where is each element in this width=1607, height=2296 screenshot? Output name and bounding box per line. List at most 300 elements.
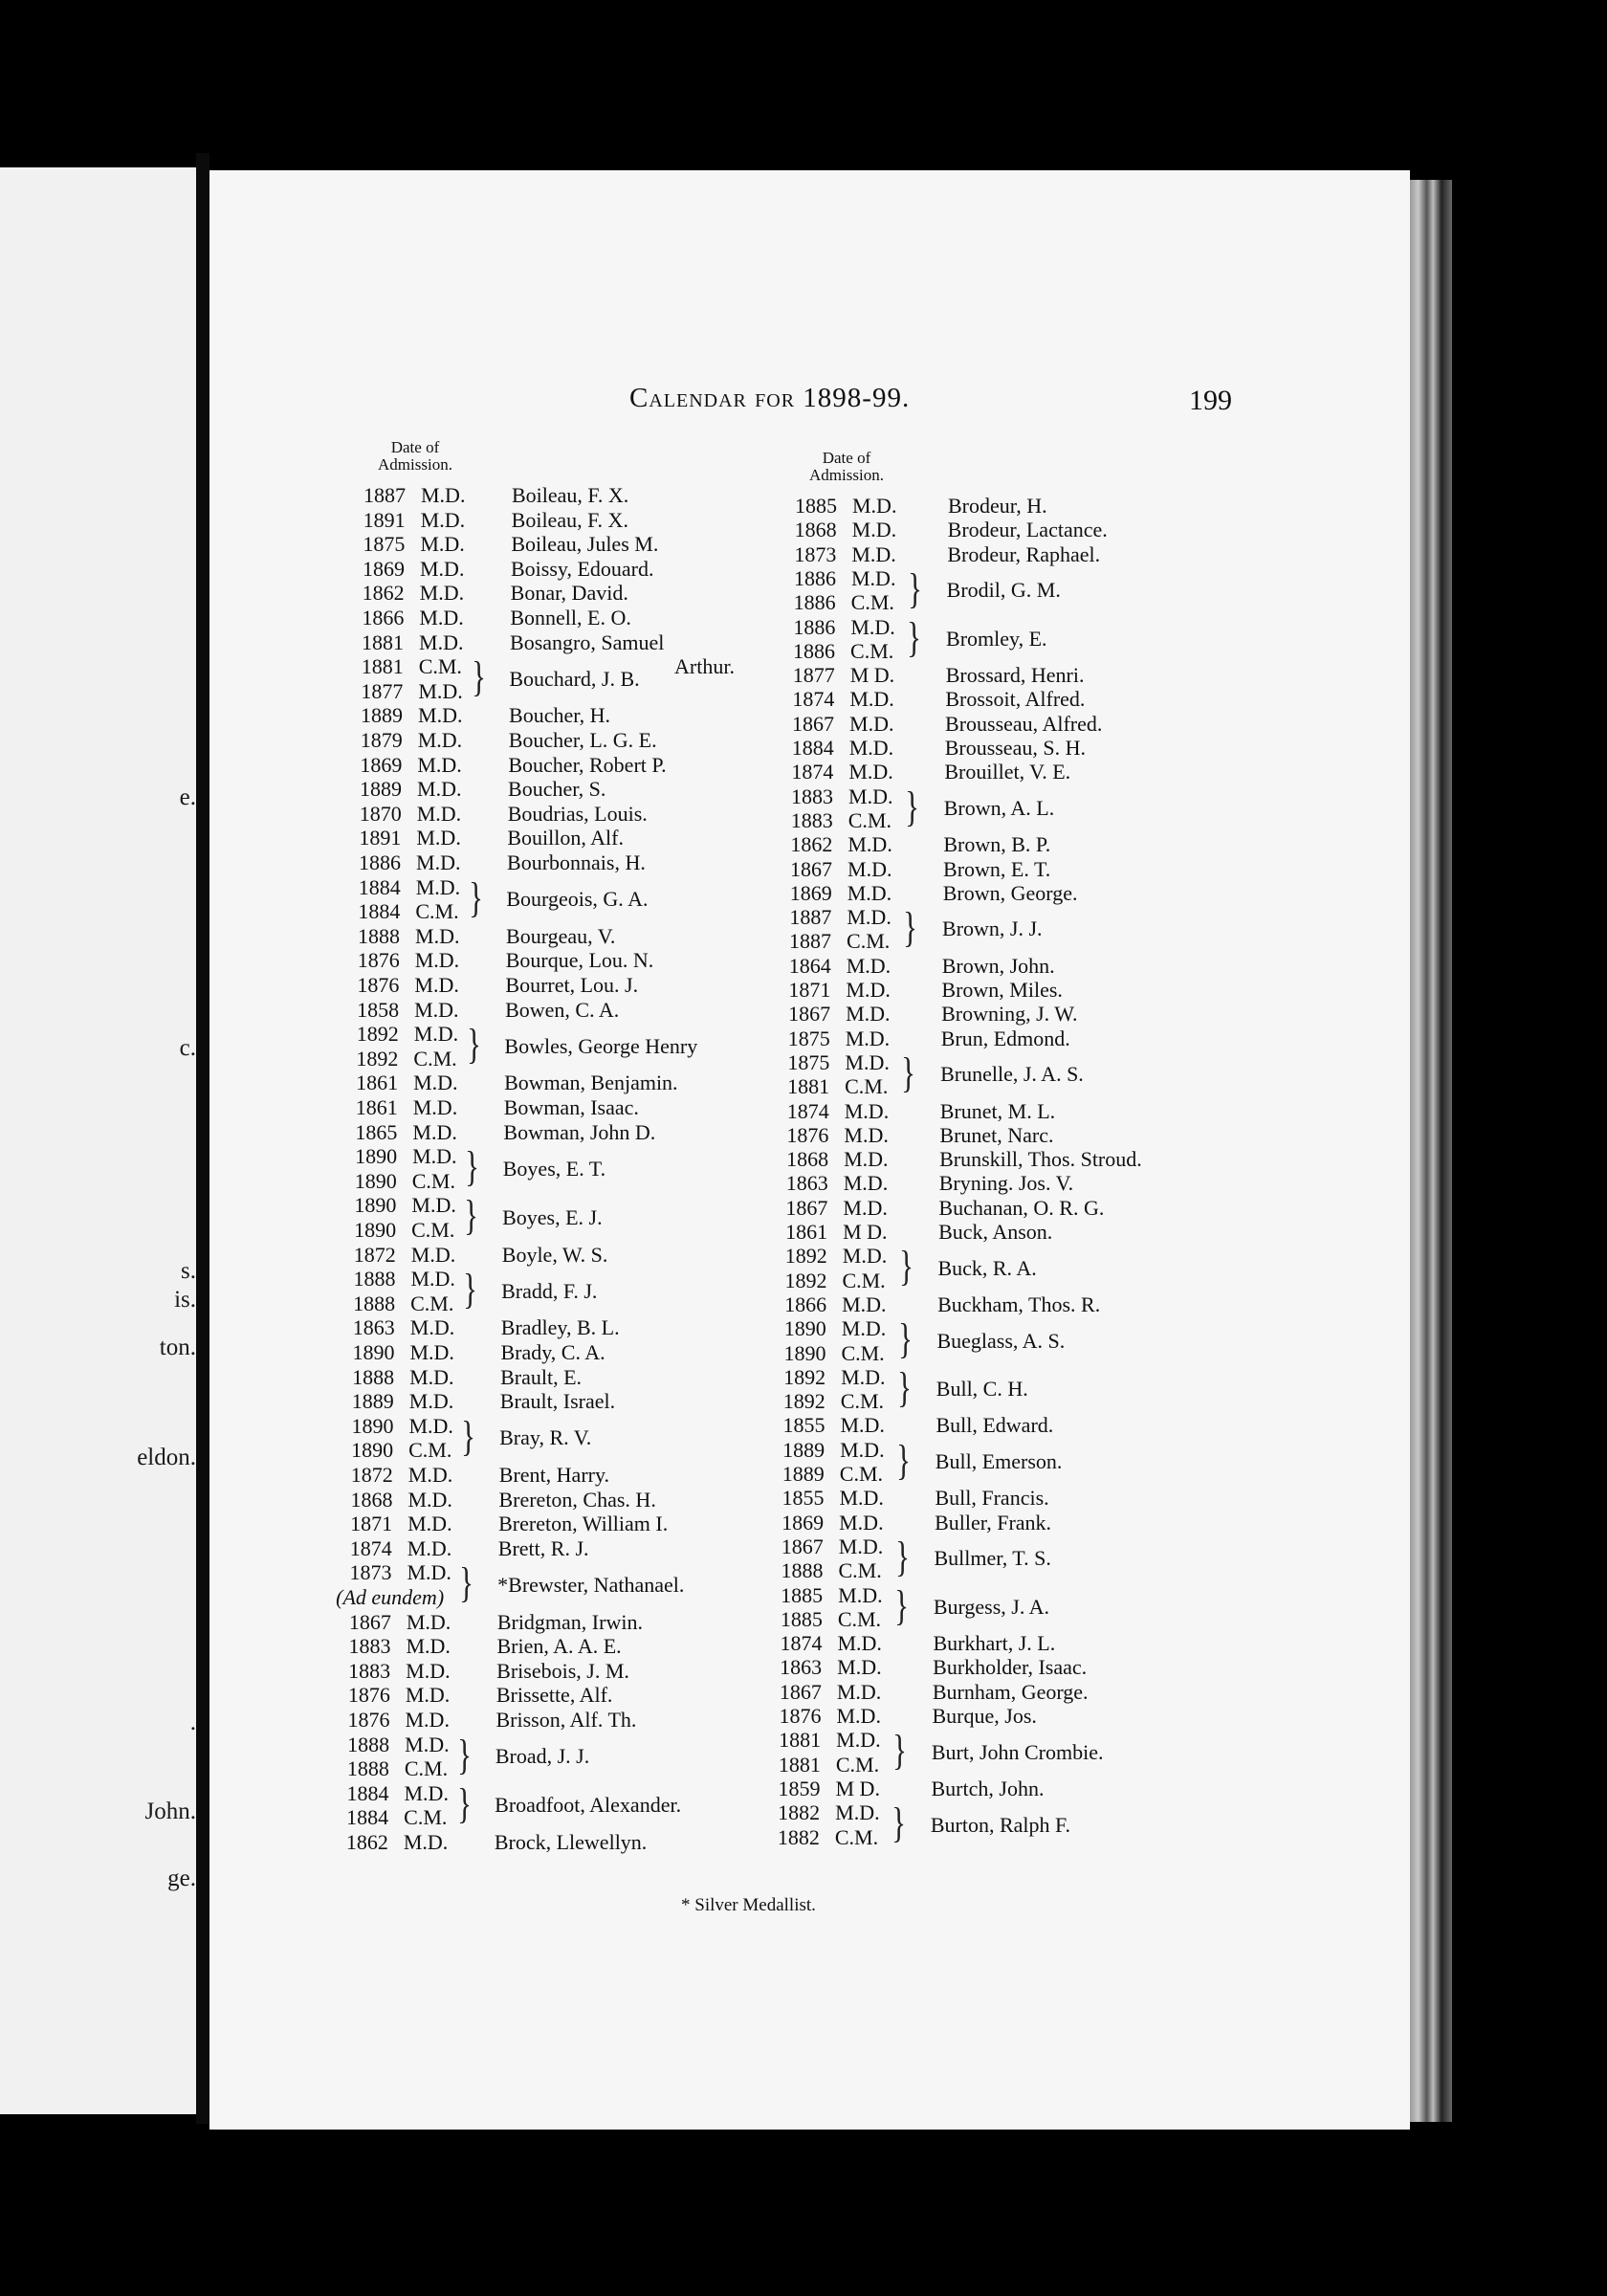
register-entry bbox=[788, 1027, 1400, 1051]
graduate-name: Boucher, L. G. E. bbox=[508, 728, 657, 752]
register-entry bbox=[791, 784, 1403, 809]
degree: M.D. bbox=[413, 1022, 459, 1047]
admission-year: 1890 bbox=[354, 1168, 397, 1193]
graduate-name: Bourque, Lou. N. bbox=[505, 948, 654, 973]
graduate-name: Buller, Frank. bbox=[935, 1510, 1052, 1534]
graduate-name: Brien, A. A. E. bbox=[496, 1634, 622, 1659]
graduate-name: Brent, Harry. bbox=[498, 1463, 610, 1487]
degree: M.D. bbox=[409, 1364, 454, 1389]
brace: } bbox=[464, 1192, 479, 1240]
graduate-name: Boucher, H. bbox=[509, 703, 611, 728]
admission-year: 1886 bbox=[794, 565, 836, 590]
admission-year: 1861 bbox=[356, 1071, 399, 1095]
register-entry bbox=[786, 1171, 1398, 1196]
admission-year: 1863 bbox=[780, 1655, 823, 1680]
degree: C.M. bbox=[842, 1268, 886, 1292]
admission-year: 1881 bbox=[361, 654, 404, 679]
register-entry bbox=[781, 1534, 1394, 1559]
degree: M.D. bbox=[839, 1486, 884, 1511]
degree: C.M. bbox=[841, 1340, 885, 1365]
admission-year: 1888 bbox=[346, 1756, 389, 1781]
graduate-name: Brady, C. A. bbox=[500, 1340, 605, 1364]
admission-year: 1890 bbox=[351, 1413, 394, 1438]
admission-year: 1884 bbox=[346, 1805, 389, 1830]
graduate-name: Brault, Israel. bbox=[499, 1389, 616, 1414]
graduate-name: Brown, George. bbox=[942, 880, 1078, 905]
graduate-name: Bonar, David. bbox=[510, 581, 628, 606]
page-number: 199 bbox=[1189, 385, 1232, 416]
degree: C.M. bbox=[850, 590, 894, 615]
admission-year: 1884 bbox=[358, 874, 401, 899]
admission-year: 1865 bbox=[355, 1119, 398, 1144]
brace: } bbox=[907, 613, 922, 661]
graduate-name: Buck, R. A. bbox=[937, 1255, 1037, 1280]
graduate-name: Broad, J. J. bbox=[495, 1744, 590, 1769]
degree: M.D. bbox=[405, 1683, 451, 1708]
register-entry bbox=[791, 760, 1403, 784]
degree: M.D. bbox=[407, 1487, 452, 1512]
admission-year: 1885 bbox=[780, 1606, 823, 1631]
degree: M.D. bbox=[420, 507, 466, 532]
brace: } bbox=[892, 1799, 907, 1847]
brace: } bbox=[465, 1143, 480, 1191]
graduate-name: Burkhart, J. L. bbox=[933, 1631, 1056, 1656]
register-entry bbox=[787, 1050, 1399, 1075]
graduate-name: Bromley, E. bbox=[946, 626, 1047, 651]
degree: M.D. bbox=[850, 614, 895, 639]
admission-year: 1861 bbox=[785, 1220, 828, 1244]
register-entry bbox=[779, 1777, 1391, 1801]
degree: M.D. bbox=[836, 1704, 881, 1728]
graduate-name: Burgess, J. A. bbox=[933, 1594, 1050, 1619]
graduate-name: Boileau, F. X. bbox=[512, 483, 629, 507]
degree: M.D. bbox=[408, 1413, 453, 1438]
brace: } bbox=[898, 1243, 914, 1291]
graduate-name: Boucher, Robert P. bbox=[508, 752, 667, 777]
admission-year: 1862 bbox=[362, 581, 405, 606]
degree: M.D. bbox=[414, 973, 459, 997]
admission-year: 1876 bbox=[347, 1683, 390, 1708]
degree: M.D. bbox=[419, 629, 464, 654]
admission-year: 1855 bbox=[781, 1486, 825, 1511]
register-entry bbox=[790, 832, 1402, 857]
admission-year: 1884 bbox=[358, 899, 401, 924]
register-entry bbox=[788, 1002, 1400, 1027]
graduate-name: *Brewster, Nathanael. bbox=[497, 1573, 685, 1597]
degree: C.M. bbox=[840, 1389, 885, 1414]
admission-year: 1874 bbox=[349, 1535, 392, 1560]
admission-year: 1890 bbox=[783, 1316, 826, 1341]
graduate-name: Boissy, Edouard. bbox=[511, 556, 654, 581]
degree: M.D. bbox=[844, 1122, 889, 1147]
graduate-name: Bourbonnais, H. bbox=[507, 850, 646, 874]
graduate-name: Brunet, Narc. bbox=[939, 1122, 1054, 1147]
graduate-name: Burque, Jos. bbox=[932, 1704, 1037, 1728]
degree: M.D. bbox=[845, 1049, 890, 1074]
admission-year: 1862 bbox=[790, 832, 833, 857]
admission-year: 1889 bbox=[782, 1437, 826, 1462]
admission-year: 1859 bbox=[778, 1776, 821, 1800]
degree: M.D. bbox=[419, 581, 465, 606]
degree: M.D. bbox=[848, 736, 894, 760]
register-entry bbox=[782, 1377, 1396, 1414]
graduate-name: Bourgeau, V. bbox=[506, 923, 616, 948]
admission-year: 1886 bbox=[359, 850, 402, 874]
prev-page-fragment: eldon. bbox=[137, 1445, 196, 1470]
degree: M.D. bbox=[407, 1463, 453, 1487]
prev-page-fragment: e. bbox=[179, 784, 196, 810]
degree: M.D. bbox=[847, 880, 892, 905]
admission-year: 1875 bbox=[363, 532, 406, 557]
degree: C.M. bbox=[839, 1462, 884, 1486]
graduate-name: Brett, R. J. bbox=[497, 1535, 589, 1560]
admission-year: 1882 bbox=[778, 1800, 821, 1825]
admission-year: 1876 bbox=[347, 1708, 390, 1732]
admission-year: 1874 bbox=[792, 687, 835, 712]
admission-year: 1871 bbox=[788, 978, 831, 1002]
degree: M.D. bbox=[851, 518, 897, 542]
register-entry bbox=[781, 1486, 1394, 1511]
register-entry bbox=[793, 663, 1405, 688]
graduate-name: Bowen, C. A. bbox=[505, 997, 620, 1022]
graduate-name: Brown, E. T. bbox=[943, 856, 1051, 881]
graduate-name: Bullmer, T. S. bbox=[934, 1546, 1051, 1571]
register-entry bbox=[785, 1196, 1398, 1221]
register-entry bbox=[780, 1680, 1392, 1705]
graduate-name: Boucher, S. bbox=[508, 777, 606, 802]
degree: M.D. bbox=[418, 678, 463, 703]
degree: M.D. bbox=[405, 1708, 450, 1732]
degree: M.D. bbox=[848, 784, 893, 808]
admission-year: 1874 bbox=[791, 760, 834, 784]
admission-year: 1881 bbox=[779, 1728, 822, 1753]
degree: M.D. bbox=[417, 777, 462, 802]
degree: M.D. bbox=[420, 556, 465, 581]
admission-year: 1876 bbox=[357, 973, 400, 997]
admission-year: 1891 bbox=[363, 507, 406, 532]
admission-year: 1890 bbox=[355, 1144, 398, 1169]
graduate-name: Buckham, Thos. R. bbox=[937, 1292, 1101, 1316]
prev-page-fragment: c. bbox=[179, 1035, 196, 1061]
degree: C.M. bbox=[834, 1824, 879, 1849]
graduate-name: Bradd, F. J. bbox=[501, 1278, 598, 1303]
degree: M.D. bbox=[848, 760, 893, 784]
degree: M.D. bbox=[412, 1119, 457, 1144]
degree: C.M. bbox=[848, 807, 892, 832]
admission-year: 1888 bbox=[353, 1291, 396, 1315]
degree: M.D. bbox=[417, 752, 462, 777]
graduate-name: Brereton, Chas. H. bbox=[498, 1487, 656, 1512]
degree: M D. bbox=[843, 1220, 888, 1244]
prev-page-fragment: John. bbox=[144, 1799, 196, 1824]
graduate-name: Bridgman, Irwin. bbox=[496, 1609, 643, 1634]
graduate-name: Brunet, M. L. bbox=[939, 1098, 1056, 1123]
brace: } bbox=[908, 564, 922, 612]
graduate-name: Brousseau, S. H. bbox=[944, 736, 1086, 760]
admission-year: 1872 bbox=[353, 1242, 396, 1267]
graduate-name: Burkholder, Isaac. bbox=[933, 1655, 1088, 1680]
degree: M.D. bbox=[406, 1658, 451, 1683]
admission-year: 1867 bbox=[790, 856, 833, 881]
degree: M.D. bbox=[843, 1195, 888, 1220]
degree: M.D. bbox=[846, 1002, 891, 1027]
register-entry bbox=[784, 1316, 1397, 1341]
graduate-name: Bosangro, Samuel bbox=[510, 629, 665, 654]
degree: M.D. bbox=[840, 1437, 885, 1462]
register-entry bbox=[794, 542, 1406, 567]
admission-year: 1867 bbox=[788, 1002, 831, 1027]
degree: M.D. bbox=[841, 1364, 886, 1389]
graduate-name: Brown, J. J. bbox=[942, 916, 1043, 941]
graduate-name: Brodeur, Raphael. bbox=[947, 541, 1101, 566]
register-entry bbox=[782, 1413, 1395, 1438]
graduate-name: Burtch, John. bbox=[931, 1776, 1045, 1800]
register-entry bbox=[790, 857, 1402, 882]
right-column bbox=[0, 450, 1416, 1885]
degree: M.D. bbox=[836, 1728, 881, 1753]
graduate-name: Brock, Llewellyn. bbox=[494, 1830, 648, 1854]
graduate-name: Bueglass, A. S. bbox=[936, 1328, 1066, 1353]
admission-year: 1891 bbox=[359, 826, 402, 850]
admission-year: 1863 bbox=[352, 1315, 395, 1340]
brace: } bbox=[894, 1581, 910, 1629]
graduate-name: Bourret, Lou. J. bbox=[505, 973, 639, 997]
graduate-name: Boyle, W. S. bbox=[501, 1242, 608, 1267]
admission-year: 1864 bbox=[788, 953, 831, 978]
brace: } bbox=[459, 1559, 474, 1607]
degree: M.D. bbox=[848, 856, 892, 881]
admission-year: 1888 bbox=[352, 1364, 395, 1389]
admission-year: 1874 bbox=[786, 1098, 829, 1123]
column-header: Date of Admission. bbox=[378, 438, 452, 474]
degree: M.D. bbox=[409, 1340, 454, 1364]
brace: } bbox=[901, 1049, 916, 1096]
degree: M.D. bbox=[419, 606, 464, 629]
degree: M.D. bbox=[851, 541, 896, 566]
admission-year: 1869 bbox=[781, 1510, 825, 1534]
admission-year: 1872 bbox=[350, 1463, 393, 1487]
degree: M.D. bbox=[849, 711, 894, 736]
admission-year: 1871 bbox=[350, 1512, 393, 1536]
register-entry bbox=[795, 494, 1407, 519]
admission-year: 1867 bbox=[779, 1679, 822, 1704]
admission-year: 1855 bbox=[782, 1413, 826, 1438]
graduate-name: Bowman, Isaac. bbox=[503, 1095, 639, 1119]
degree: M.D. bbox=[406, 1634, 451, 1659]
degree: M.D. bbox=[412, 1095, 458, 1119]
admission-year: 1875 bbox=[787, 1049, 830, 1074]
admission-year: 1884 bbox=[346, 1780, 389, 1805]
degree: M.D. bbox=[417, 728, 463, 752]
register-entry bbox=[786, 1123, 1398, 1148]
graduate-name: Brouillet, V. E. bbox=[944, 760, 1071, 784]
admission-year: 1886 bbox=[793, 614, 836, 639]
graduate-name: Buchanan, O. R. G. bbox=[938, 1195, 1105, 1220]
admission-year: 1889 bbox=[360, 777, 403, 802]
degree: M.D. bbox=[846, 953, 892, 978]
page-header bbox=[419, 381, 1232, 427]
graduate-name: Brousseau, Alfred. bbox=[945, 711, 1103, 736]
graduate-name: Burton, Ralph F. bbox=[930, 1812, 1070, 1837]
register-entry bbox=[792, 712, 1404, 737]
brace: } bbox=[905, 783, 919, 830]
degree: C.M. bbox=[850, 638, 894, 663]
degree: M D. bbox=[835, 1776, 880, 1800]
name-continuation: Arthur. bbox=[674, 654, 735, 679]
graduate-name: Bryning. Jos. V. bbox=[938, 1171, 1074, 1196]
admission-year: 1873 bbox=[349, 1560, 392, 1585]
admission-year: 1887 bbox=[789, 929, 832, 954]
degree: M.D. bbox=[421, 483, 466, 507]
footnote: * Silver Medallist. bbox=[681, 1895, 816, 1915]
register-entry bbox=[789, 905, 1401, 930]
graduate-name: Brown, A. L. bbox=[943, 795, 1055, 820]
admission-year: 1875 bbox=[787, 1026, 830, 1050]
admission-year: 1879 bbox=[360, 728, 403, 752]
admission-year: 1892 bbox=[782, 1389, 826, 1414]
graduate-name: Boyes, E. T. bbox=[502, 1156, 606, 1181]
admission-year: 1867 bbox=[781, 1534, 824, 1558]
admission-year: 1877 bbox=[792, 663, 835, 688]
admission-year: 1885 bbox=[795, 494, 837, 518]
register-entry bbox=[780, 1704, 1392, 1729]
admission-year: 1889 bbox=[361, 703, 404, 728]
admission-year: 1892 bbox=[784, 1244, 827, 1269]
degree: C.M. bbox=[418, 654, 462, 679]
brace: } bbox=[897, 1363, 913, 1411]
brace: } bbox=[463, 1266, 478, 1314]
admission-year: 1884 bbox=[791, 736, 834, 760]
brace: } bbox=[897, 1315, 913, 1363]
register-entry bbox=[788, 978, 1400, 1003]
degree: M.D. bbox=[415, 874, 461, 899]
admission-year: 1866 bbox=[362, 606, 405, 629]
admission-year: 1862 bbox=[345, 1830, 388, 1854]
degree: M.D. bbox=[416, 850, 461, 874]
register-entry bbox=[780, 1631, 1392, 1656]
graduate-name: Bonnell, E. O. bbox=[510, 606, 631, 629]
degree: C.M. bbox=[838, 1558, 882, 1583]
graduate-name: Brossard, Henri. bbox=[945, 663, 1085, 688]
degree: M.D. bbox=[410, 1267, 455, 1292]
graduate-name: Bull, Francis. bbox=[935, 1486, 1049, 1511]
graduate-name: Buck, Anson. bbox=[938, 1220, 1053, 1244]
register-entry bbox=[785, 1220, 1398, 1245]
degree: M.D. bbox=[407, 1535, 452, 1560]
brace: } bbox=[461, 1412, 476, 1460]
prev-page-fragment: ton. bbox=[159, 1335, 196, 1360]
admission-year: 1892 bbox=[356, 1022, 399, 1047]
admission-year: 1892 bbox=[356, 1046, 399, 1071]
admission-year: 1867 bbox=[792, 711, 835, 736]
degree: C.M. bbox=[845, 1074, 889, 1099]
register-entry bbox=[792, 687, 1404, 712]
admission-year: 1892 bbox=[783, 1364, 826, 1389]
degree: C.M. bbox=[410, 1291, 454, 1315]
register-entry bbox=[787, 1062, 1399, 1099]
graduate-name: Brunskill, Thos. Stroud. bbox=[939, 1147, 1142, 1172]
admission-year: 1886 bbox=[793, 590, 836, 615]
admission-year: 1889 bbox=[351, 1389, 394, 1414]
degree: M.D. bbox=[842, 1244, 888, 1269]
prev-page-fragment: is. bbox=[174, 1287, 196, 1313]
brace: } bbox=[468, 873, 483, 921]
graduate-name: Bray, R. V. bbox=[499, 1425, 592, 1450]
brace: } bbox=[896, 1436, 912, 1484]
degree: M.D. bbox=[835, 1800, 880, 1825]
admission-year: 1881 bbox=[787, 1074, 830, 1099]
degree: M.D. bbox=[846, 978, 891, 1002]
degree: C.M. bbox=[413, 1046, 457, 1071]
degree: C.M. bbox=[837, 1606, 882, 1631]
admission-year: 1876 bbox=[786, 1122, 829, 1147]
degree: M.D. bbox=[836, 1679, 882, 1704]
register-entry bbox=[781, 1583, 1393, 1608]
admission-year: 1858 bbox=[357, 997, 400, 1022]
graduate-name: Bull, Emerson. bbox=[935, 1449, 1063, 1473]
admission-year: 1892 bbox=[784, 1268, 827, 1292]
graduate-name: Brault, E. bbox=[500, 1364, 583, 1389]
admission-year: 1869 bbox=[363, 556, 405, 581]
graduate-name: Brereton, William I. bbox=[498, 1512, 669, 1536]
graduate-name: Bull, Edward. bbox=[936, 1413, 1054, 1438]
register-entry bbox=[795, 518, 1407, 542]
degree: M.D. bbox=[403, 1830, 449, 1854]
register-entry bbox=[786, 1147, 1398, 1172]
prev-page-fragment: s. bbox=[181, 1258, 196, 1284]
running-head: Calendar for 1898-99. bbox=[629, 383, 911, 413]
graduate-name: Bouchard, J. B. bbox=[509, 666, 640, 691]
degree: M.D. bbox=[849, 687, 894, 712]
register-entry bbox=[784, 1292, 1397, 1317]
degree: C.M. bbox=[415, 899, 459, 924]
admission-year: 1890 bbox=[783, 1340, 826, 1365]
graduate-name: Bourgeois, G. A. bbox=[506, 887, 649, 912]
degree: M.D. bbox=[852, 494, 897, 518]
degree: M.D. bbox=[413, 1071, 458, 1095]
admission-year: 1876 bbox=[779, 1704, 822, 1728]
graduate-name: Bowman, John D. bbox=[503, 1119, 656, 1144]
degree: M.D. bbox=[841, 1316, 887, 1341]
admission-year: 1867 bbox=[785, 1195, 828, 1220]
brace: } bbox=[471, 653, 486, 701]
admission-year: 1886 bbox=[793, 638, 836, 663]
admission-year: 1888 bbox=[353, 1267, 396, 1292]
degree: M.D. bbox=[838, 1582, 883, 1607]
register-entry bbox=[793, 578, 1406, 615]
register-entry bbox=[792, 736, 1404, 761]
admission-year: 1876 bbox=[357, 948, 400, 973]
degree: M.D. bbox=[851, 565, 896, 590]
degree: C.M. bbox=[408, 1438, 452, 1463]
degree: M.D. bbox=[418, 703, 463, 728]
graduate-name: Bradley, B. L. bbox=[500, 1315, 620, 1340]
graduate-name: Bouillon, Alf. bbox=[507, 826, 624, 850]
degree: C.M. bbox=[404, 1805, 448, 1830]
graduate-name: Bull, C. H. bbox=[936, 1377, 1028, 1402]
admission-year: 1868 bbox=[786, 1147, 829, 1172]
degree: M.D. bbox=[412, 1144, 457, 1169]
brace: } bbox=[894, 1533, 910, 1580]
degree: M.D. bbox=[411, 1193, 456, 1218]
degree: M.D. bbox=[838, 1534, 884, 1558]
degree: M.D. bbox=[406, 1609, 451, 1634]
register-entry bbox=[780, 1655, 1392, 1680]
admission-year: 1868 bbox=[794, 518, 837, 542]
page-stack-edge bbox=[1410, 180, 1452, 2122]
graduate-name: Brown, B. P. bbox=[943, 832, 1051, 857]
brace: } bbox=[892, 1727, 908, 1775]
